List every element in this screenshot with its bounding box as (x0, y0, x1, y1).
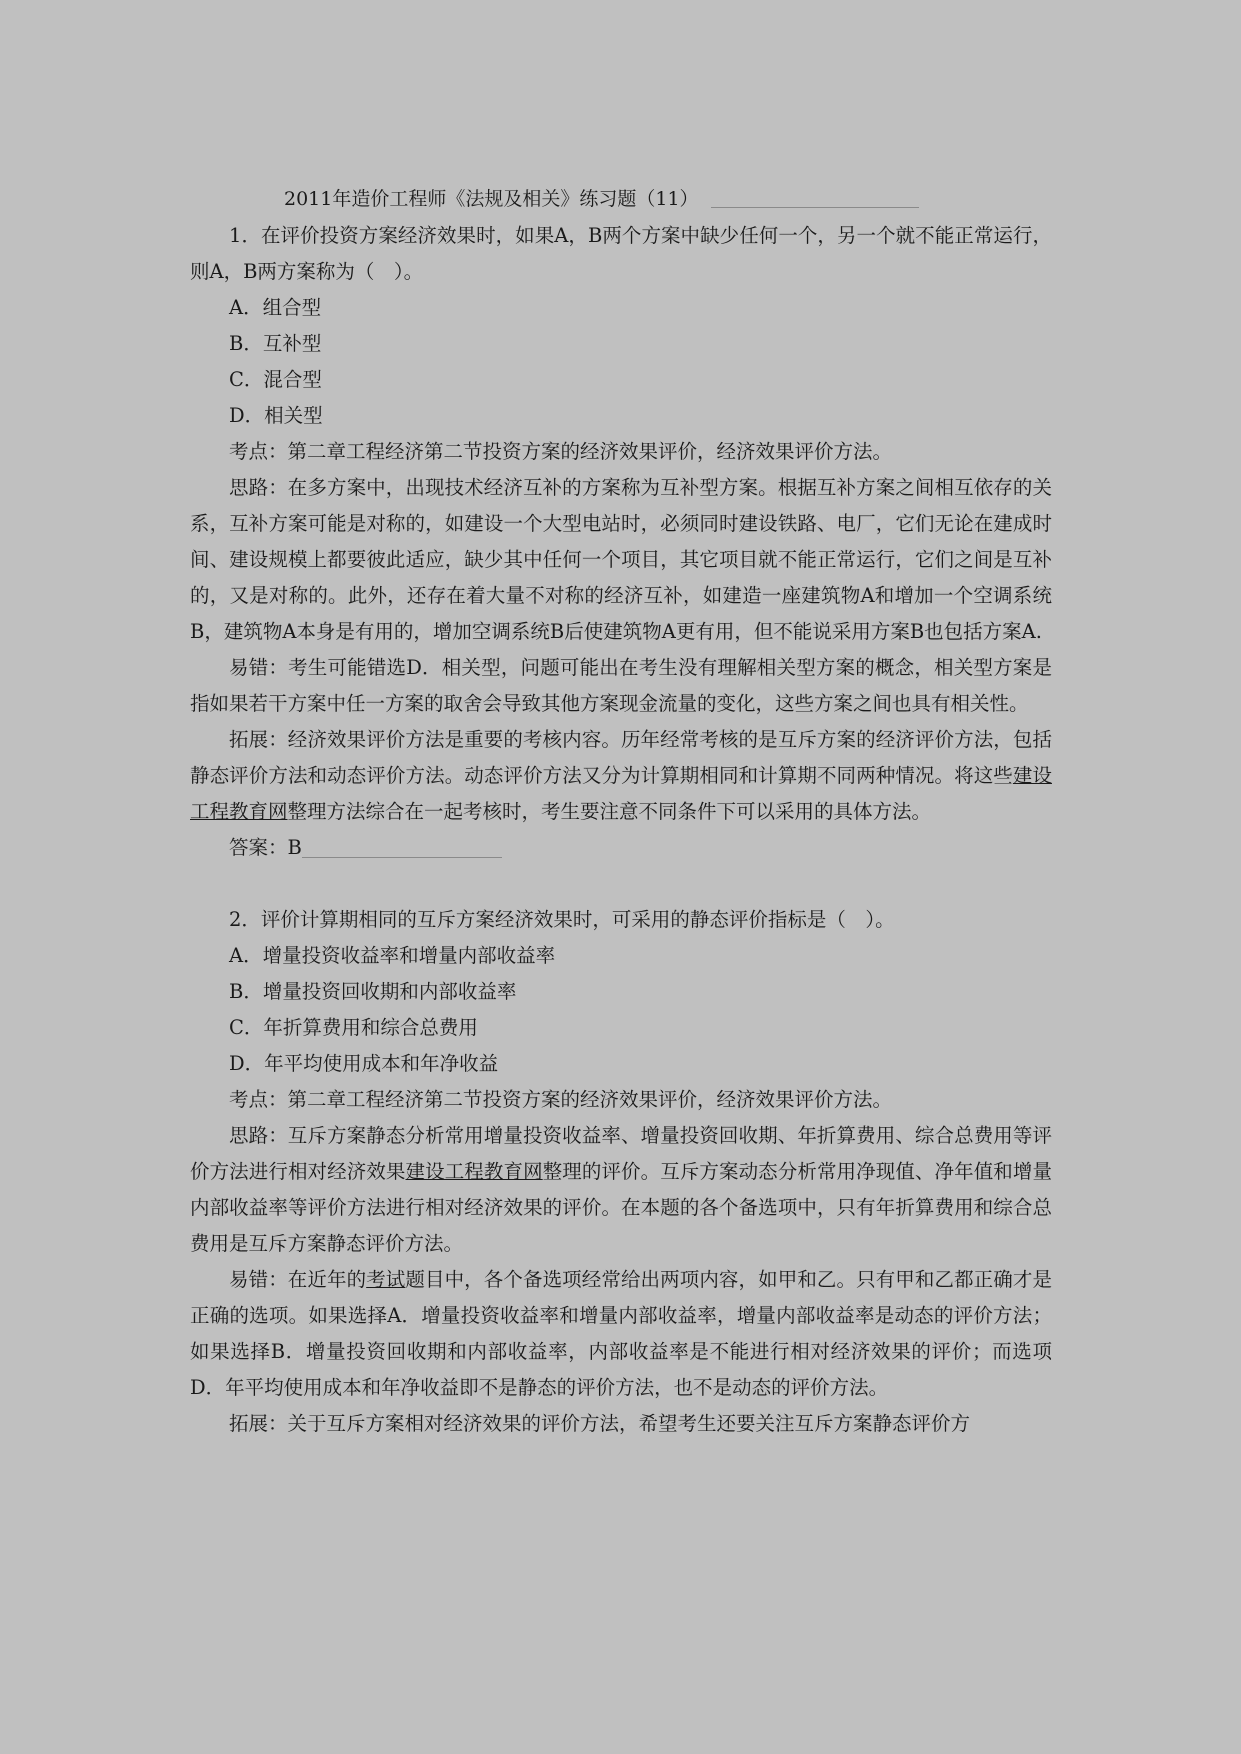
q2-tuozhan: 拓展：关于互斥方案相对经济效果的评价方法，希望考生还要关注互斥方案静态评价方 (229, 1412, 971, 1435)
spacer (190, 866, 1052, 902)
q2-stem: 2．评价计算期相同的互斥方案经济效果时，可采用的静态评价指标是（ ）。 (229, 908, 895, 931)
q2-yicuo-pre: 易错：在近年的 (229, 1268, 367, 1291)
q2-yicuo-post: 题目中，各个备选项经常给出两项内容，如甲和乙。只有甲和乙都正确才是正确的选项。如果选择A．增量投资收益率和增量内部收益率，增量内部收益率是动态的评价方法；如果选择B．增量投资回收期和内部收益率，内部收益率是不能进行相对经济效果的评价；而选项D．年平均使用成本和年净收益即不是静态的评价方法，也不是动态的评价方法。 (190, 1268, 1052, 1399)
q2-silu (190, 1118, 1052, 1262)
title-text: 2011年造价工程师《法规及相关》练习题（11） (284, 188, 699, 210)
q1-tuozhan (190, 722, 1052, 830)
q1-yicuo: 易错：考生可能错选D．相关型，问题可能出在考生没有理解相关型方案的概念，相关型方案是指如果若干方案中任一方案的取舍会导致其他方案现金流量的变化，这些方案之间也具有相关性。 (190, 656, 1052, 715)
q2-option-a: A．增量投资收益率和增量内部收益率 (229, 944, 556, 967)
q1-answer-text: 答案：B (229, 836, 302, 859)
q2-silu-link[interactable]: 建设工程教育网 (405, 1160, 543, 1183)
q2-option-c: C．年折算费用和综合总费用 (229, 1016, 478, 1039)
q1-answer (190, 830, 1052, 866)
q2-silu-post: 整理的评价。互斥方案动态分析常用净现值、净年值和增量内部收益率等评价方法进行相对经济效果的评价。在本题的各个备选项中，只有年折算费用和综合总费用是互斥方案静态评价方法。 (190, 1160, 1052, 1255)
q1-option-d: D．相关型 (229, 404, 323, 427)
q2-option-b: B．增量投资回收期和内部收益率 (229, 980, 517, 1003)
q1-option-c: C．混合型 (229, 368, 322, 391)
q1-tuozhan-pre: 拓展：经济效果评价方法是重要的考核内容。历年经常考核的是互斥方案的经济评价方法，包括静态评价方法和动态评价方法。动态评价方法又分为计算期相同和计算期不同两种情况。将这些 (190, 728, 1052, 787)
q2-silu-pre: 思路：互斥方案静态分析常用增量投资收益率、增量投资回收期、年折算费用、综合总费用等评价方法进行相对经济效果 (190, 1124, 1052, 1183)
q1-option-b: B．互补型 (229, 332, 322, 355)
answer-underline (302, 857, 502, 858)
document-title (284, 184, 1052, 218)
q2-yicuo-link[interactable]: 考试 (366, 1268, 406, 1291)
q1-stem: 1．在评价投资方案经济效果时，如果A，B两个方案中缺少任何一个，另一个就不能正常运行，则A，B两方案称为（ ）。 (190, 224, 1052, 283)
q2-yicuo (190, 1262, 1052, 1406)
document-page (190, 184, 1052, 1442)
q2-kaodian: 考点：第二章工程经济第二节投资方案的经济效果评价，经济效果评价方法。 (229, 1088, 893, 1111)
q1-tuozhan-post: 整理方法综合在一起考核时，考生要注意不同条件下可以采用的具体方法。 (287, 800, 932, 823)
title-underline (711, 207, 919, 208)
q1-silu: 思路：在多方案中，出现技术经济互补的方案称为互补型方案。根据互补方案之间相互依存的关系，互补方案可能是对称的，如建设一个大型电站时，必须同时建设铁路、电厂，它们无论在建成时间、建设规模上都要彼此适应，缺少其中任何一个项目，其它项目就不能正常运行，它们之间是互补的，又是对称的。此外，还存在着大量不对称的经济互补，如建造一座建筑物A和增加一个空调系统B，建筑物A本身是有用的，增加空调系统B后使建筑物A更有用，但不能说采用方案B也包括方案A. (190, 476, 1052, 643)
q1-kaodian: 考点：第二章工程经济第二节投资方案的经济效果评价，经济效果评价方法。 (229, 440, 893, 463)
q2-option-d: D．年平均使用成本和年净收益 (229, 1052, 499, 1075)
q1-option-a: A．组合型 (229, 296, 322, 319)
q1-tuozhan-link[interactable]: 建设工程教育网 (190, 764, 1052, 823)
